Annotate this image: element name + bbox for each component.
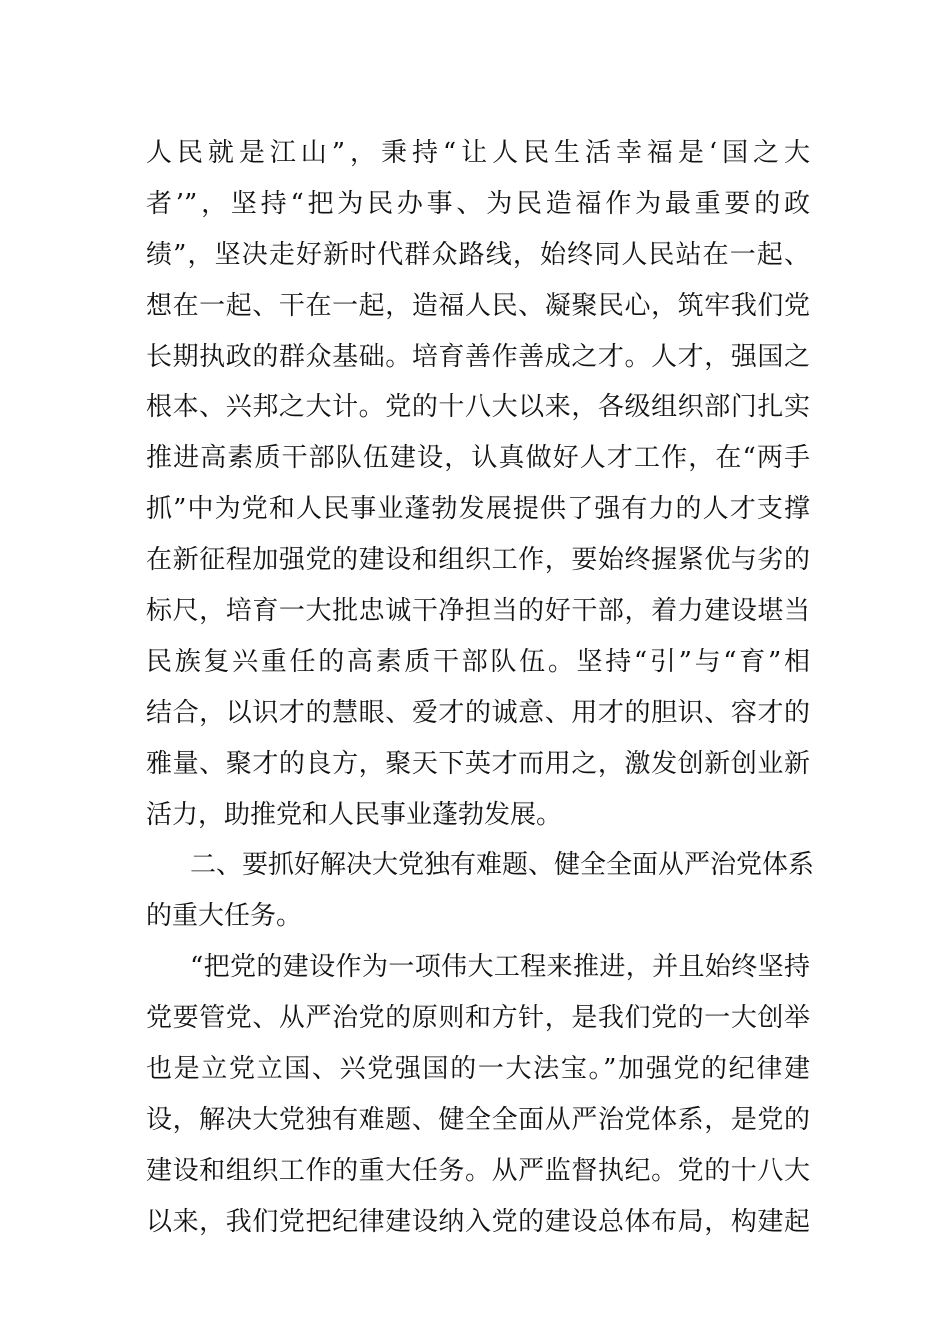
text-line: 长期执政的群众基础。培育善作善成之才。人才，强国之	[146, 341, 810, 372]
text-line: 以来，我们党把纪律建设纳入党的建设总体布局，构建起	[146, 1206, 810, 1237]
text-line: 人民就是江山”，秉持“让人民生活幸福是‘国之大	[146, 138, 810, 168]
text-line: 活力，助推党和人民事业蓬勃发展。	[146, 799, 563, 830]
section-heading-line: 的重大任务。	[146, 901, 303, 932]
text-line: “把党的建设作为一项伟大工程来推进，并且始终坚持	[190, 952, 810, 983]
text-line: 在新征程加强党的建设和组织工作，要始终握紧优与劣的	[146, 545, 810, 576]
text-line: 标尺，培育一大批忠诚干净担当的好干部，着力建设堪当	[146, 596, 810, 627]
text-line: 结合，以识才的慧眼、爱才的诚意、用才的胆识、容才的	[146, 697, 810, 728]
text-line: 绩”，坚决走好新时代群众路线，始终同人民站在一起、	[146, 239, 810, 270]
text-line: 者’”，坚持“把为民办事、为民造福作为最重要的政	[146, 188, 810, 219]
text-line: 想在一起、干在一起，造福人民、凝聚民心，筑牢我们党	[146, 290, 810, 321]
text-line: 建设和组织工作的重大任务。从严监督执纪。党的十八大	[146, 1155, 810, 1186]
text-line: 也是立党立国、兴党强国的一大法宝。”加强党的纪律建	[146, 1054, 810, 1085]
text-line: 民族复兴重任的高素质干部队伍。坚持“引”与“育”相	[146, 646, 810, 677]
text-line: 雅量、聚才的良方，聚天下英才而用之，激发创新创业新	[146, 748, 810, 779]
text-line: 抓”中为党和人民事业蓬勃发展提供了强有力的人才支撑	[146, 494, 810, 525]
paragraph-2	[146, 840, 815, 942]
document-body	[146, 128, 815, 1248]
text-line: 设，解决大党独有难题、健全全面从严治党体系，是党的	[146, 1104, 810, 1135]
paragraph-3	[146, 942, 810, 1247]
text-line: 推进高素质干部队伍建设，认真做好人才工作，在“两手	[146, 443, 810, 474]
text-line: 根本、兴邦之大计。党的十八大以来，各级组织部门扎实	[146, 392, 810, 423]
text-line: 党要管党、从严治党的原则和方针，是我们党的一大创举	[146, 1003, 810, 1034]
section-heading-line: 二、要抓好解决大党独有难题、健全全面从严治党体系	[190, 850, 815, 881]
paragraph-1	[146, 128, 810, 840]
